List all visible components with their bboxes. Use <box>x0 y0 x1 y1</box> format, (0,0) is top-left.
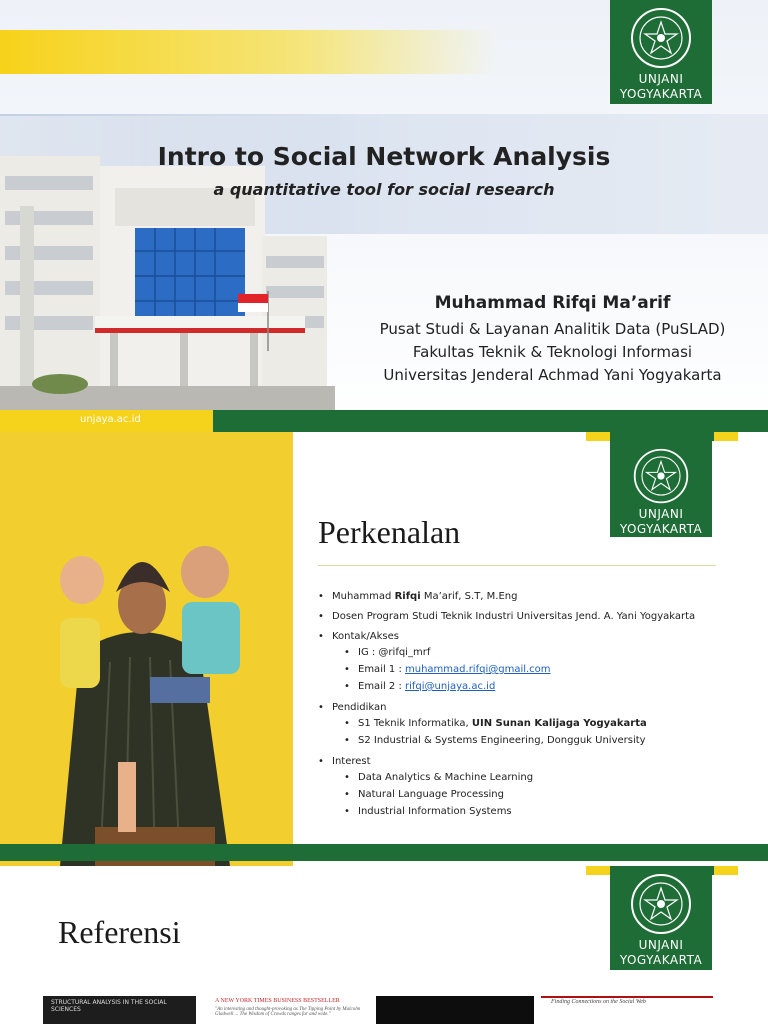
profile-list <box>318 590 748 826</box>
education-s1-school: UIN Sunan Kalijaga Yogyakarta <box>471 718 647 729</box>
list-item-name <box>318 590 748 603</box>
university-seal-icon <box>629 6 693 70</box>
reference-book-cover <box>205 996 363 1024</box>
interest-item: • Natural Language Processing <box>332 788 748 802</box>
list-item-position: • Dosen Program Studi Teknik Industri Universitas Jend. A. Yani Yogyakarta <box>318 610 748 623</box>
profile-photo <box>0 432 293 866</box>
title-slide <box>0 0 768 432</box>
logo-text-yogyakarta: YOGYAKARTA <box>619 522 703 536</box>
list-item-interest <box>318 755 748 819</box>
logo-text-unjani: UNJANI <box>638 72 684 86</box>
book-1-series: STRUCTURAL ANALYSIS IN THE SOCIAL SCIENCES <box>51 999 167 1013</box>
affiliation-line: Pusat Studi & Layanan Analitik Data (PuSLAD) <box>379 320 726 338</box>
education-s1-text: S1 Teknik Informatika, <box>358 718 472 729</box>
affiliation-line: Fakultas Teknik & Teknologi Informasi <box>412 343 693 361</box>
logo-text-yogyakarta: YOGYAKARTA <box>619 953 703 967</box>
reference-book-cover <box>541 996 713 1024</box>
contact-ig: • IG : @rifqi_mrf <box>332 646 748 660</box>
email-2-link[interactable]: rifqi@unjaya.ac.id <box>405 681 496 692</box>
contact-email-2 <box>332 680 748 694</box>
footer-green-bar <box>0 844 768 861</box>
education-s1 <box>332 717 748 731</box>
education-label: Pendidikan <box>332 702 387 713</box>
top-yellow-accent <box>714 866 738 875</box>
name-suffix: Ma’arif, S.T, M.Eng <box>420 591 518 602</box>
list-item-education <box>318 701 748 748</box>
title-divider <box>318 565 716 566</box>
logo-text-unjani: UNJANI <box>638 507 684 521</box>
top-green-accent <box>610 432 714 441</box>
reference-book-cover <box>376 996 534 1024</box>
slide-title: Perkenalan <box>318 514 461 550</box>
email-2-label: Email 2 : <box>358 681 406 692</box>
name-bold: Rifqi <box>394 591 421 602</box>
affiliation-line: Universitas Jenderal Achmad Yani Yogyakarta <box>383 366 722 384</box>
introduction-slide <box>0 432 768 866</box>
interest-item: • Data Analytics & Machine Learning <box>332 771 748 785</box>
unjani-logo <box>610 866 712 970</box>
yellow-accent-stripe <box>0 30 500 74</box>
author-name: Muhammad Rifqi Ma’arif <box>434 293 671 313</box>
email-1-label: Email 1 : <box>358 664 406 675</box>
unjani-logo <box>610 441 712 537</box>
contact-email-1 <box>332 663 748 677</box>
list-item-contact <box>318 630 748 694</box>
logo-text-yogyakarta: YOGYAKARTA <box>619 87 703 101</box>
references-slide <box>0 866 768 1024</box>
top-yellow-accent <box>586 866 610 875</box>
presentation-subtitle: a quantitative tool for social research <box>213 180 555 199</box>
university-seal-icon <box>632 447 690 505</box>
reference-book-cover <box>43 996 196 1024</box>
email-1-link[interactable]: muhammad.rifqi@gmail.com <box>405 664 551 675</box>
slide-title: Referensi <box>58 914 181 950</box>
unjani-logo <box>610 0 712 104</box>
name-prefix: Muhammad <box>332 591 395 602</box>
family-photo-illustration <box>0 432 293 866</box>
book-2-quote: "An interesting and thought-provoking as The Tipping Point by Malcolm Gladwell ... The Wisdom of Crowds ranges far and wide." <box>215 1007 361 1017</box>
interest-item: • Industrial Information Systems <box>332 805 748 819</box>
website-url: unjaya.ac.id <box>80 414 141 425</box>
top-yellow-accent <box>714 432 738 441</box>
footer-green-bar <box>213 410 768 432</box>
interest-label: Interest <box>332 756 371 767</box>
logo-text-unjani: UNJANI <box>638 938 684 952</box>
book-4-subtitle: Finding Connections on the Social Web <box>551 999 646 1005</box>
contact-label: Kontak/Akses <box>332 631 399 642</box>
presentation-title: Intro to Social Network Analysis <box>157 142 611 171</box>
university-seal-icon <box>629 872 693 936</box>
education-s2: • S2 Industrial & Systems Engineering, Dongguk University <box>332 734 748 748</box>
book-2-banner: A NEW YORK TIMES BUSINESS BESTSELLER <box>215 998 340 1004</box>
top-yellow-accent <box>586 432 610 441</box>
